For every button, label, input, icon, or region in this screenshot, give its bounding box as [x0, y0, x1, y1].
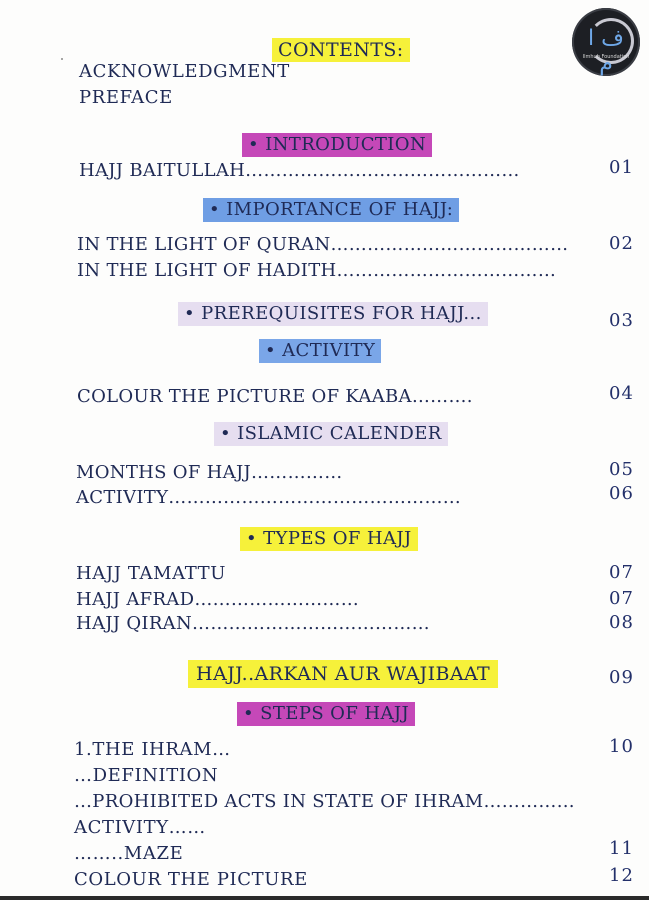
heading-steps: • STEPS OF HAJJ — [237, 702, 415, 726]
entry-maze: ……..MAZE — [74, 843, 184, 864]
entry-colour-picture: COLOUR THE PICTURE — [74, 869, 308, 890]
page-colour-kaaba: 04 — [609, 383, 634, 404]
contents-title: CONTENTS: — [272, 38, 410, 62]
entry-months-hajj: MONTHS OF HAJJ…………… — [76, 462, 343, 483]
heading-types: • TYPES OF HAJJ — [240, 527, 418, 551]
front-matter-preface: PREFACE — [79, 87, 173, 108]
heading-activity: • ACTIVITY — [259, 339, 381, 363]
scan-speck — [61, 58, 63, 60]
page-bottom-edge — [0, 896, 649, 900]
heading-introduction: • INTRODUCTION — [242, 133, 432, 157]
page-afrad: 07 — [609, 588, 634, 609]
page-maze: 11 — [609, 838, 634, 859]
front-matter-acknowledgment: ACKNOWLEDGMENT — [79, 61, 290, 82]
entry-ihram: 1.THE IHRAM… — [74, 739, 231, 760]
entry-tamattu: HAJJ TAMATTU — [76, 563, 227, 584]
entry-afrad: HAJJ AFRAD……………………… — [76, 589, 360, 610]
page-ihram: 10 — [609, 736, 634, 757]
page-months-hajj: 05 — [609, 459, 634, 480]
heading-importance: • IMPORTANCE OF HAJJ: — [203, 198, 459, 222]
page-activity-1: 06 — [609, 483, 634, 504]
logo-glyph: ف ا م — [588, 26, 624, 76]
entry-light-hadith: IN THE LIGHT OF HADITH……………………………… — [77, 260, 557, 281]
heading-prerequisites: • PREREQUISITES FOR HAJJ... — [178, 302, 488, 326]
entry-light-quran: IN THE LIGHT OF QURAN………………………………… — [77, 234, 569, 255]
page-tamattu: 07 — [609, 562, 634, 583]
page-arkan: 09 — [609, 667, 634, 688]
page-colour-picture: 12 — [609, 865, 634, 886]
entry-definition: …DEFINITION — [74, 765, 219, 786]
entry-qiran: HAJJ QIRAN………………………………… — [76, 613, 430, 634]
page-qiran: 08 — [609, 612, 634, 633]
page-hajj-baitullah: 01 — [609, 157, 634, 178]
entry-prohibited: …PROHIBITED ACTS IN STATE OF IHRAM…………… — [74, 791, 575, 812]
entry-activity-1: ACTIVITY………………………………………… — [76, 487, 462, 508]
page-light-quran: 02 — [609, 233, 634, 254]
logo-caption: Ilmhub Foundation — [582, 54, 630, 60]
entry-hajj-baitullah: HAJJ BAITULLAH……………………………………… — [79, 160, 520, 181]
publisher-logo — [572, 8, 640, 76]
page-prerequisites: 03 — [609, 310, 634, 331]
entry-activity-2: ACTIVITY…… — [74, 817, 206, 838]
heading-arkan: HAJJ..ARKAN AUR WAJIBAAT — [188, 660, 498, 688]
entry-colour-kaaba: COLOUR THE PICTURE OF KAABA………. — [77, 386, 473, 407]
heading-islamic-calender: • ISLAMIC CALENDER — [214, 422, 448, 446]
